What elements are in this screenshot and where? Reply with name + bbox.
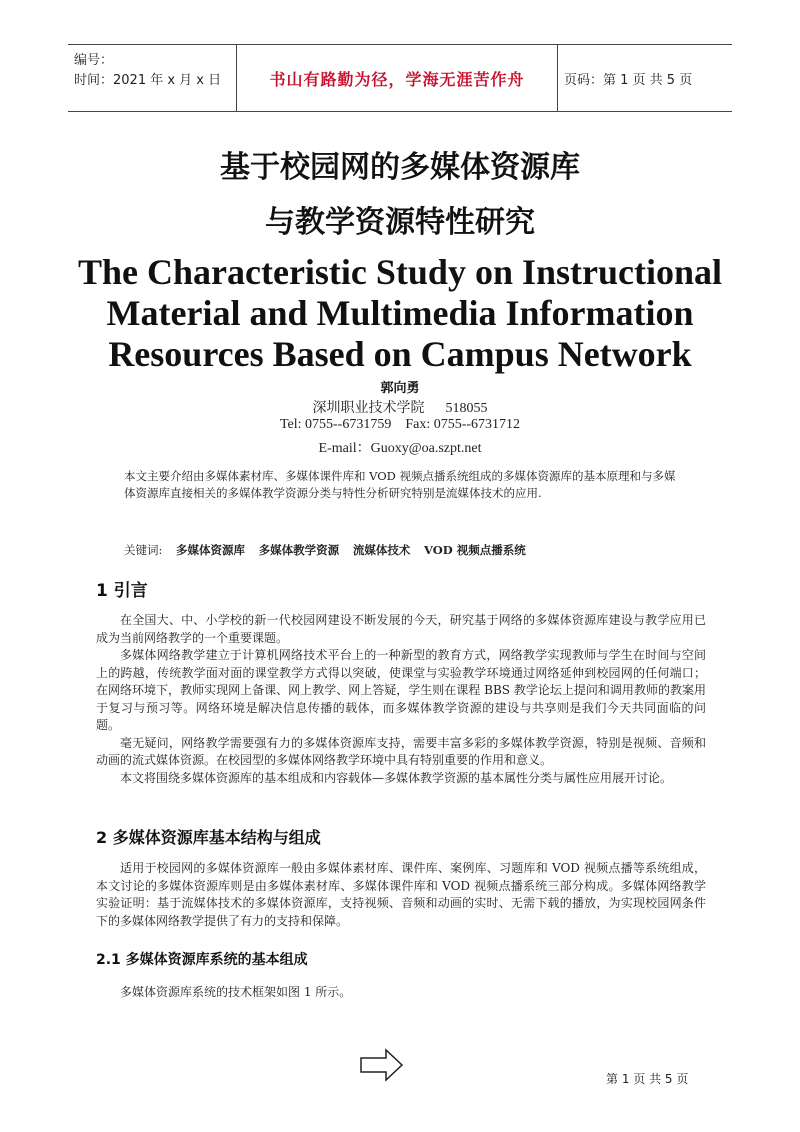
section-2-body (96, 860, 706, 930)
author-phone: Tel: 0755--6731759 Fax: 0755--6731712 (279, 417, 521, 432)
paragraph: 本文将围绕多媒体资源库的基本组成和内容载体—多媒体教学资源的基本属性分类与属性应用展开讨论。 (120, 770, 673, 785)
keyword: 多媒体资源库 (176, 543, 246, 557)
section-1-body (96, 612, 706, 787)
keyword: VOD 视频点播系统 (424, 543, 526, 557)
paragraph: 多媒体资源库系统的技术框架如图 1 所示。 (120, 985, 352, 999)
paragraph: 在全国大、中、小学校的新一代校园网建设不断发展的今天，研究基于网络的多媒体资源库建设与教学应用已成为当前网络教学的一个重要课题。 (96, 613, 706, 645)
paragraph: 适用于校园网的多媒体资源库一般由多媒体素材库、课件库、案例库、习题库和 VOD 视频点播等系统组成，本文讨论的多媒体资源库则是由多媒体素材库、多媒体课件库和 VOD 视频点播系统三部分构成。多媒体网络教学实验证明：基于流媒体技术的多媒体资源库，支持视频、音频和动画的实时、无需下载的播放，为实现校园网条件下的多媒体网络教学提供了有力的支持和保障。 (96, 861, 706, 928)
title-cn-line2: 与教学资源特性研究 (265, 205, 535, 240)
header-motto-box (236, 45, 558, 111)
author-affiliation: 深圳职业技术学院 518055 (312, 401, 488, 416)
keyword: 流媒体技术 (352, 543, 411, 557)
paragraph: 毫无疑问，网络教学需要强有力的多媒体资源库支持，需要丰富多彩的多媒体教学资源，特别是视频、音频和动画的流式媒体资源。在校园型的多媒体网络教学环境中具有特别重要的作用和意义。 (96, 735, 706, 767)
page-footer: 第 1 页 共 5 页 (606, 1072, 689, 1086)
title-cn-line1: 基于校园网的多媒体资源库 (220, 150, 580, 185)
page-header (68, 44, 732, 112)
motto: 书山有路勤为径，学海无涯苦作舟 (269, 69, 525, 89)
time-label: 时间：2021 年 x 月 x 日 (74, 73, 222, 88)
keywords (124, 542, 684, 558)
author-email: E-mail：Guoxy@oa.szpt.net (318, 441, 482, 456)
section-1-title: 1 引言 (96, 581, 148, 601)
paragraph: 多媒体网络教学建立于计算机网络技术平台上的一种新型的教育方式，网络教学实现教师与学生在时间与空间上的跨越，传统教学面对面的课堂教学方式得以突破，使课堂与实验教学环境通过网络延伸到校园网的任何端口；在网络环境下，教师实现网上备课、网上教学、网上答疑，学生则在课程 BBS 教学论坛上提问和调用教师的教案用于复习与预习等。网络环境是解决信息传播的载体，而多媒体教学资源的建设与共享则是我们今天共同面临的问题。 (96, 648, 706, 732)
author-name: 郭向勇 (380, 381, 420, 396)
next-page-arrow-icon[interactable] (360, 1048, 404, 1082)
title-en: The Characteristic Study on Instructional Material and Multimedia Information Resources Based on Campus Network (77, 252, 722, 374)
serial-label: 编号： (74, 53, 114, 68)
section-2-1-body (96, 984, 706, 1002)
section-2-title: 2 多媒体资源库基本结构与组成 (96, 828, 321, 847)
keywords-label: 关键词: (124, 543, 163, 557)
section-2-1-title: 2.1 多媒体资源库系统的基本组成 (96, 952, 308, 968)
header-page-label: 页码：第 1 页 共 5 页 (564, 72, 693, 88)
abstract: 本文主要介绍由多媒体素材库、多媒体课件库和 VOD 视频点播系统组成的多媒体资源库的基本原理和与多媒体资源库直接相关的多媒体教学资源分类与特性分析研究特别是流媒体技术的应用. (124, 469, 676, 500)
keyword: 多媒体教学资源 (258, 543, 340, 557)
header-left (74, 51, 221, 91)
